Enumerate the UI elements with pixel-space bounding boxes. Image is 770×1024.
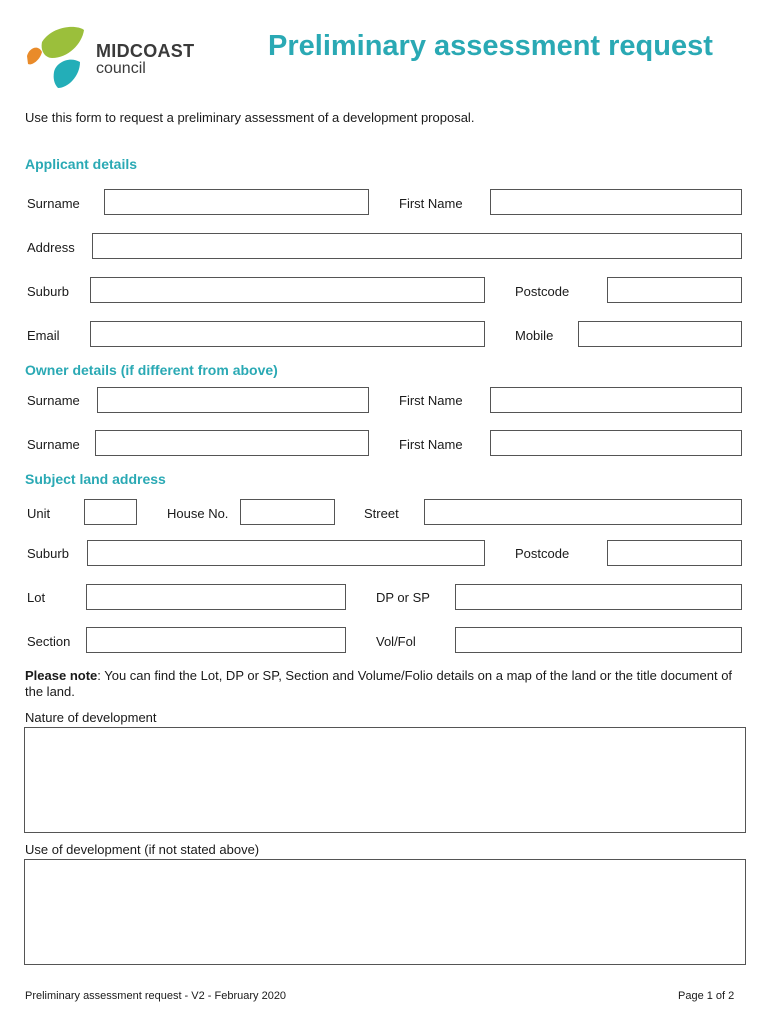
nature-textarea[interactable] (24, 727, 746, 833)
logo-subtitle: council (96, 60, 146, 77)
land-house-field[interactable] (240, 499, 335, 525)
land-lot-field[interactable] (86, 584, 346, 610)
applicant-mobile-label: Mobile (515, 328, 554, 343)
owner-surname-field-2[interactable] (95, 430, 369, 456)
land-street-label: Street (364, 506, 399, 521)
applicant-postcode-label: Postcode (515, 284, 570, 299)
applicant-mobile-field[interactable] (578, 321, 742, 347)
applicant-address-field[interactable] (92, 233, 742, 259)
land-section-field[interactable] (86, 627, 346, 653)
note-text (25, 668, 745, 700)
owner-surname-field-1[interactable] (97, 387, 369, 413)
use-label: Use of development (if not stated above) (25, 842, 260, 857)
use-textarea[interactable] (24, 859, 746, 965)
applicant-surname-field[interactable] (104, 189, 369, 215)
owner-surname-label-2: Surname (27, 437, 80, 452)
applicant-heading: Applicant details (25, 156, 138, 172)
logo-leaf-green (42, 27, 84, 58)
logo-wordmark: MIDCOAST (96, 41, 195, 61)
applicant-first-name-field[interactable] (490, 189, 742, 215)
applicant-first-name-label: First Name (399, 196, 463, 211)
applicant-email-field[interactable] (90, 321, 485, 347)
logo-leaf-orange (27, 48, 42, 65)
land-postcode-label: Postcode (515, 546, 570, 561)
note-bold: Please note (25, 668, 98, 683)
owner-heading: Owner details (if different from above) (25, 362, 278, 378)
applicant-address-label: Address (27, 240, 75, 255)
land-house-label: House No. (167, 506, 229, 521)
applicant-suburb-label: Suburb (27, 284, 69, 299)
applicant-postcode-field[interactable] (607, 277, 742, 303)
land-vol-label: Vol/Fol (376, 634, 416, 649)
applicant-suburb-field[interactable] (90, 277, 485, 303)
land-lot-label: Lot (27, 590, 46, 605)
nature-label: Nature of development (25, 710, 157, 725)
owner-first-name-field-2[interactable] (490, 430, 742, 456)
owner-surname-label-1: Surname (27, 393, 80, 408)
land-dp-field[interactable] (455, 584, 742, 610)
owner-first-name-label-1: First Name (399, 393, 463, 408)
land-dp-label: DP or SP (376, 590, 430, 605)
land-postcode-field[interactable] (607, 540, 742, 566)
land-street-field[interactable] (424, 499, 742, 525)
land-vol-field[interactable] (455, 627, 742, 653)
applicant-surname-label: Surname (27, 196, 80, 211)
land-suburb-label: Suburb (27, 546, 69, 561)
logo-leaf-teal (54, 60, 80, 88)
land-unit-label: Unit (27, 506, 51, 521)
owner-first-name-field-1[interactable] (490, 387, 742, 413)
applicant-email-label: Email (27, 328, 60, 343)
land-suburb-field[interactable] (87, 540, 485, 566)
intro-text: Use this form to request a preliminary assessment of a development proposal. (25, 110, 475, 125)
owner-first-name-label-2: First Name (399, 437, 463, 452)
land-unit-field[interactable] (84, 499, 137, 525)
land-heading: Subject land address (25, 471, 166, 487)
footer-page-number: Page 1 of 2 (678, 990, 735, 1002)
land-section-label: Section (27, 634, 71, 649)
note-body: : You can find the Lot, DP or SP, Section and Volume/Folio details on a map of the land or the title document of the land. (25, 668, 733, 699)
footer-doc-ref: Preliminary assessment request - V2 - February 2020 (25, 990, 287, 1002)
page-title: Preliminary assessment request (268, 30, 713, 62)
